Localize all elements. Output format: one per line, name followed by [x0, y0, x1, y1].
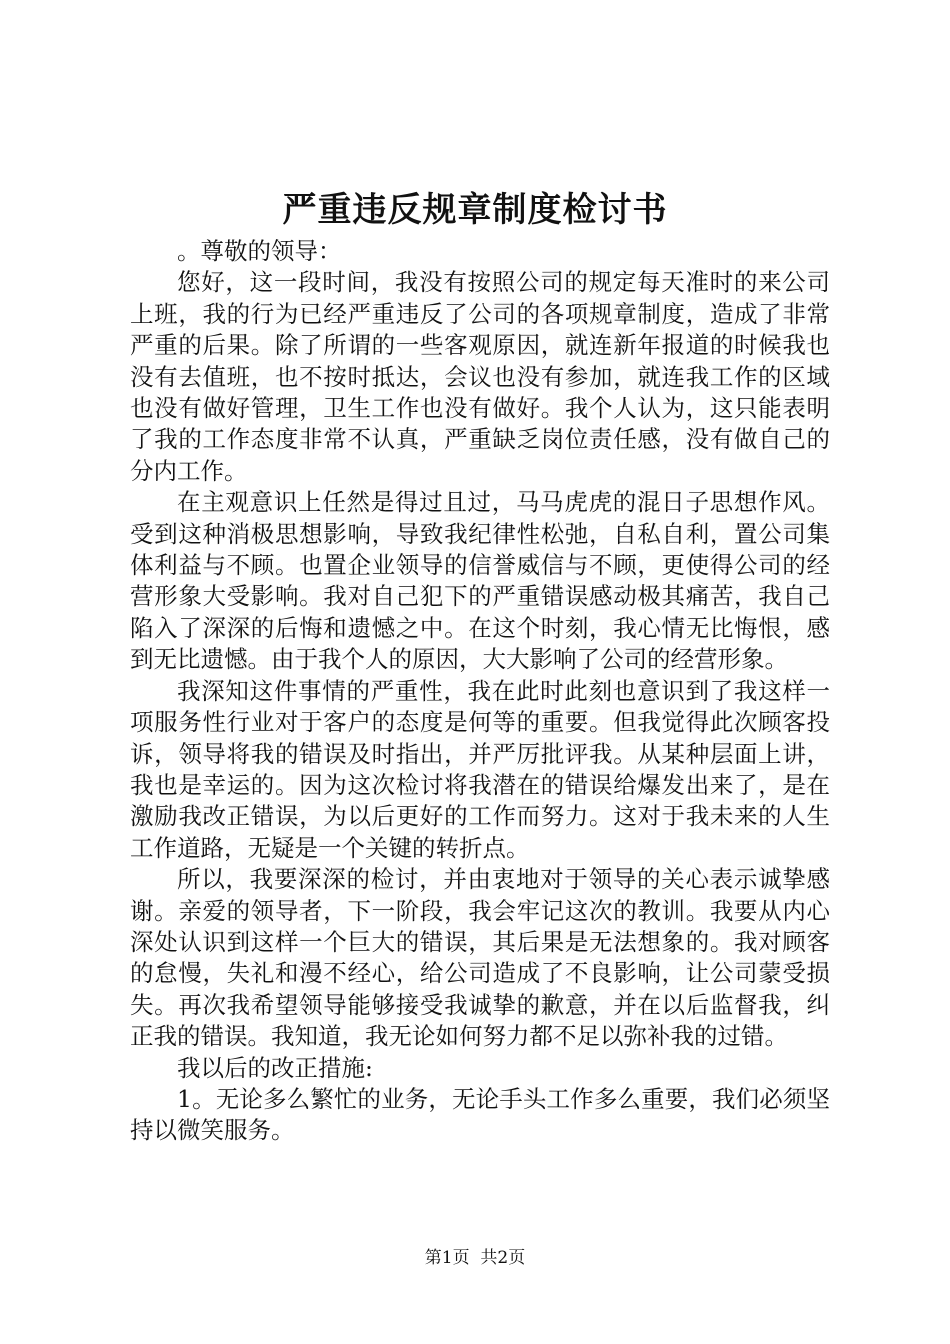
body-paragraph: 我深知这件事情的严重性，我在此时此刻也意识到了我这样一项服务性行业对于客户的态度是何等的重要。但我觉得此次顾客投诉，领导将我的错误及时指出，并严厉批评我。从某种层面上讲，我也是幸运的。因为这次检讨将我潜在的错误给爆发出来了，是在激励我改正错误，为以后更好的工作而努力。这对于我未来的人生工作道路，无疑是一个关键的转折点。	[130, 676, 830, 862]
page-footer	[0, 1246, 950, 1270]
page-number: 第1页 共2页	[424, 1248, 526, 1268]
measures-heading: 我以后的改正措施:	[177, 1053, 373, 1082]
document-body	[130, 236, 830, 1147]
measure-item: 1。无论多么繁忙的业务，无论手头工作多么重要，我们必须坚持以微笑服务。	[130, 1084, 830, 1145]
body-paragraph: 在主观意识上任然是得过且过，马马虎虎的混日子思想作风。受到这种消极思想影响，导致我纪律性松弛，自私自利，置公司集体利益与不顾。也置企业领导的信誉威信与不顾，更使得公司的经营形象大受影响。我对自己犯下的严重错误感动极其痛苦，我自己陷入了深深的后悔和遗憾之中。在这个时刻，我心情无比悔恨，感到无比遗憾。由于我个人的原因，大大影响了公司的经营形象。	[130, 488, 830, 674]
body-paragraph: 所以，我要深深的检讨，并由衷地对于领导的关心表示诚挚感谢。亲爱的领导者，下一阶段，我会牢记这次的教训。我要从内心深处认识到这样一个巨大的错误，其后果是无法想象的。我对顾客的怠慢，失礼和漫不经心，给公司造成了不良影响，让公司蒙受损失。再次我希望领导能够接受我诚挚的歉意，并在以后监督我，纠正我的错误。我知道，我无论如何努力都不足以弥补我的过错。	[130, 865, 830, 1051]
document-title: 严重违反规章制度检讨书	[282, 190, 668, 230]
body-paragraph: 您好，这一段时间，我没有按照公司的规定每天准时的来公司上班，我的行为已经严重违反了公司的各项规章制度，造成了非常严重的后果。除了所谓的一些客观原因，就连新年报道的时候我也没有去值班，也不按时抵达，会议也没有参加，就连我工作的区域也没有做好管理，卫生工作也没有做好。我个人认为，这只能表明了我的工作态度非常不认真，严重缺乏岗位责任感，没有做自己的分内工作。	[130, 268, 830, 485]
salutation-paragraph: 。尊敬的领导：	[177, 237, 342, 265]
